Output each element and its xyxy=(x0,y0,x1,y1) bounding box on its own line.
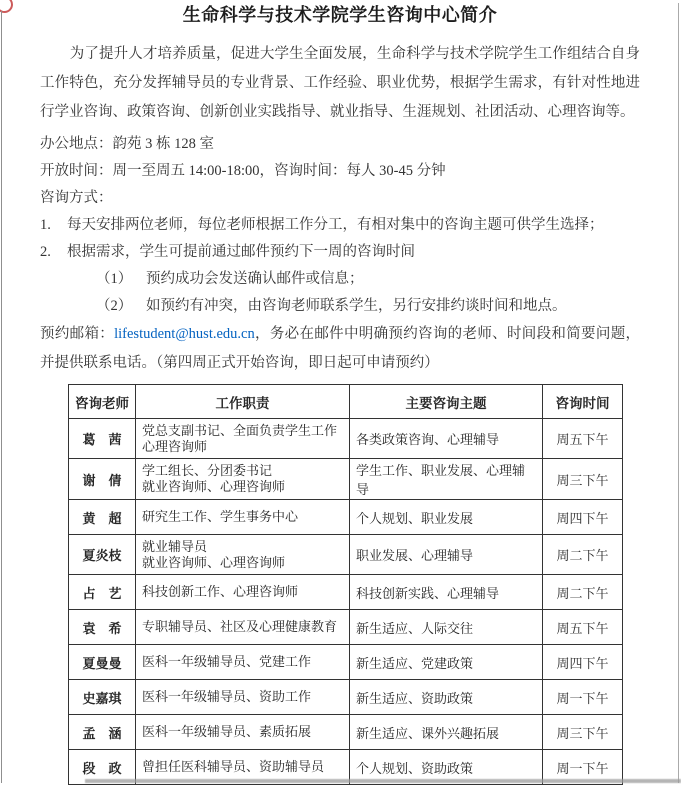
methods-list xyxy=(40,212,640,266)
table-row xyxy=(69,535,623,575)
teacher-duties: 学工组长、分团委书记 就业咨询师、心理咨询师 xyxy=(136,459,350,500)
teacher-name: 黄 超 xyxy=(69,500,136,535)
consult-topics: 职业发展、心理辅导 xyxy=(350,535,543,575)
consult-time: 周四下午 xyxy=(543,645,623,680)
table-row xyxy=(69,715,623,750)
consult-time: 周三下午 xyxy=(543,715,623,750)
sub-item-1-text: 预约成功会发送确认邮件或信息； xyxy=(146,271,364,287)
consult-topics: 各类政策咨询、心理辅导 xyxy=(350,419,543,459)
table-row xyxy=(69,500,623,535)
booking-prefix: 预约邮箱： xyxy=(40,326,115,342)
table-header-row xyxy=(69,385,623,419)
col-header-duties: 工作职责 xyxy=(136,385,350,419)
teacher-name: 夏曼曼 xyxy=(69,645,136,680)
consult-table-body xyxy=(69,419,623,785)
teacher-duties: 就业辅导员 就业咨询师、心理咨询师 xyxy=(136,535,350,575)
consult-topics: 学生工作、职业发展、心理辅导 xyxy=(350,459,543,500)
consult-topics: 科技创新实践、心理辅导 xyxy=(350,575,543,610)
teacher-name: 葛 茜 xyxy=(69,419,136,459)
sub-item-2-text: 如预约有冲突，由咨询老师联系学生，另行安排约谈时间和地点。 xyxy=(146,298,567,314)
teacher-duties: 研究生工作、学生事务中心 xyxy=(136,500,350,535)
sub-item-2 xyxy=(96,293,640,320)
office-location-line: 办公地点：韵苑 3 栋 128 室 xyxy=(40,136,214,152)
consult-time: 周二下午 xyxy=(543,535,623,575)
table-row xyxy=(69,645,623,680)
page-left-edge xyxy=(1,11,2,783)
booking-email-link[interactable]: lifestudent@hust.edu.cn xyxy=(114,326,255,342)
teacher-name: 孟 涵 xyxy=(69,715,136,750)
info-block xyxy=(40,131,640,212)
consult-topics: 个人规划、资助政策 xyxy=(350,750,543,785)
teacher-duties: 医科一年级辅导员、党建工作 xyxy=(136,645,350,680)
booking-paragraph xyxy=(40,320,640,378)
table-row xyxy=(69,459,623,500)
consult-time: 周五下午 xyxy=(543,610,623,645)
col-header-time: 咨询时间 xyxy=(543,385,623,419)
teacher-name: 史嘉琪 xyxy=(69,680,136,715)
page-title: 生命科学与技术学院学生咨询中心简介 xyxy=(182,5,498,25)
teacher-duties: 科技创新工作、心理咨询师 xyxy=(136,575,350,610)
table-row xyxy=(69,575,623,610)
consult-schedule-table xyxy=(68,384,623,785)
teacher-duties: 医科一年级辅导员、资助工作 xyxy=(136,680,350,715)
consult-topics: 新生适应、资助政策 xyxy=(350,680,543,715)
consult-topics: 新生适应、党建政策 xyxy=(350,645,543,680)
method-item-1-text: 每天安排两位老师，每位老师根据工作分工，有相对集中的咨询主题可供学生选择； xyxy=(67,217,604,233)
consult-time: 周五下午 xyxy=(543,419,623,459)
document-page xyxy=(0,3,681,783)
col-header-teacher: 咨询老师 xyxy=(69,385,136,419)
sub-item-1-number: （1） xyxy=(96,271,133,287)
teacher-name: 段 政 xyxy=(69,750,136,785)
method-item-2-number: 2. xyxy=(40,244,51,260)
table-row xyxy=(69,419,623,459)
teacher-name: 占 艺 xyxy=(69,575,136,610)
booking-sub-list xyxy=(96,266,640,320)
method-item-1-number: 1. xyxy=(40,217,51,233)
method-item-2-text: 根据需求，学生可提前通过邮件预约下一周的咨询时间 xyxy=(67,244,415,260)
consult-topics: 新生适应、人际交往 xyxy=(350,610,543,645)
table-row xyxy=(69,610,623,645)
consult-topics: 个人规划、职业发展 xyxy=(350,500,543,535)
sub-item-2-number: （2） xyxy=(96,298,133,314)
teacher-name: 袁 希 xyxy=(69,610,136,645)
teacher-duties: 医科一年级辅导员、素质拓展 xyxy=(136,715,350,750)
consult-time: 周二下午 xyxy=(543,575,623,610)
consult-time: 周一下午 xyxy=(543,680,623,715)
method-item-1 xyxy=(40,212,640,239)
teacher-name: 夏炎枝 xyxy=(69,535,136,575)
col-header-topics: 主要咨询主题 xyxy=(350,385,543,419)
booking-suffix: ，务必在邮件中明确预约咨询的老师、时间段和简要问题，并提供联系电话。（第四周正式开始咨询，即日起可申请预约） xyxy=(40,326,641,371)
consult-time: 周三下午 xyxy=(543,459,623,500)
teacher-duties: 党总支副书记、全面负责学生工作 心理咨询师 xyxy=(136,419,350,459)
teacher-name: 谢 倩 xyxy=(69,459,136,500)
page-right-edge xyxy=(678,3,679,783)
table-row xyxy=(69,680,623,715)
intro-paragraph: 为了提升人才培养质量，促进大学生全面发展，生命科学与技术学院学生工作组结合自身工作特色，充分发挥辅导员的专业背景、工作经验、职业优势，根据学生需求，有针对性地进行学业咨询、政策咨询、创新创业实践指导、就业指导、生涯规划、社团活动、心理咨询等。 xyxy=(40,46,640,120)
methods-heading: 咨询方式： xyxy=(40,190,113,206)
sub-item-1 xyxy=(96,266,640,293)
consult-time: 周一下午 xyxy=(543,750,623,785)
teacher-duties: 专职辅导员、社区及心理健康教育 xyxy=(136,610,350,645)
method-item-2 xyxy=(40,239,640,266)
consult-time: 周四下午 xyxy=(543,500,623,535)
teacher-duties: 曾担任医科辅导员、资助辅导员 xyxy=(136,750,350,785)
open-hours-line: 开放时间：周一至周五 14:00-18:00，咨询时间：每人 30-45 分钟 xyxy=(40,163,446,179)
consult-topics: 新生适应、课外兴趣拓展 xyxy=(350,715,543,750)
